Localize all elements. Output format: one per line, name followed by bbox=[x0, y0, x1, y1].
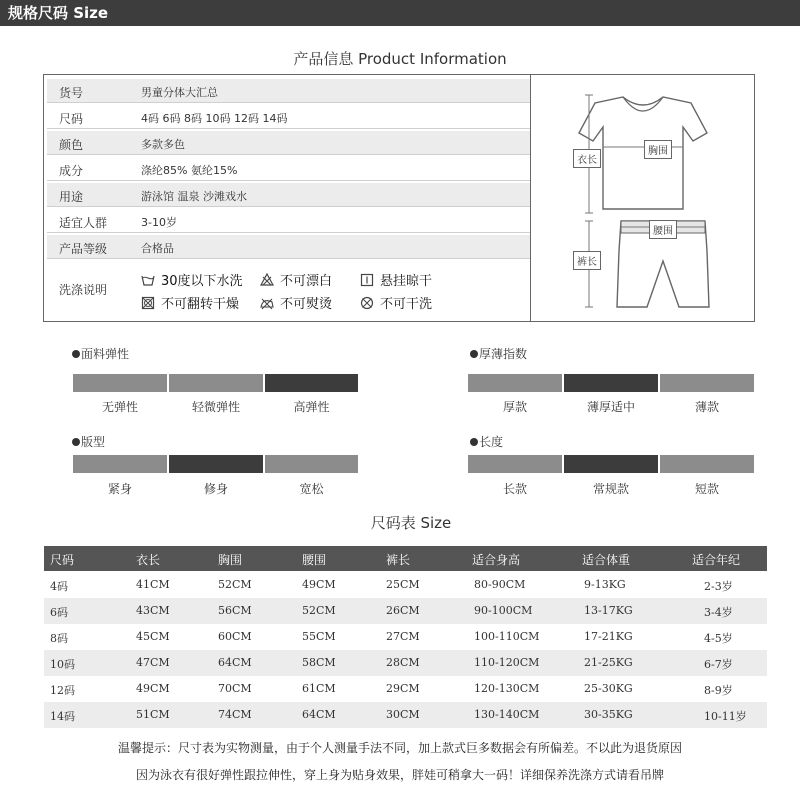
table-cell: 49CM bbox=[302, 578, 336, 591]
scale-segment bbox=[468, 455, 562, 473]
table-cell: 28CM bbox=[386, 656, 420, 669]
wash-item: 不可熨烫 bbox=[260, 293, 332, 312]
scale-option: 紧身 bbox=[107, 482, 132, 496]
table-cell: 2-3岁 bbox=[704, 580, 733, 593]
column-header: 适合身高 bbox=[472, 553, 521, 567]
no-bleach-icon bbox=[260, 273, 274, 287]
info-row bbox=[47, 235, 530, 259]
scale-option: 长款 bbox=[502, 482, 527, 496]
garment-measure-figure bbox=[531, 75, 754, 321]
table-cell: 55CM bbox=[302, 630, 336, 643]
scale-option: 短款 bbox=[694, 482, 719, 496]
column-header: 尺码 bbox=[50, 553, 75, 567]
info-row bbox=[47, 131, 530, 155]
chest-tag: 胸围 bbox=[644, 140, 672, 159]
no-dry-clean-icon bbox=[360, 296, 374, 310]
scale-segment bbox=[660, 374, 754, 392]
table-cell: 58CM bbox=[302, 656, 336, 669]
scale-title: 厚薄指数 bbox=[470, 345, 527, 362]
scale-segment bbox=[265, 455, 358, 473]
column-header: 适合年纪 bbox=[692, 553, 741, 567]
table-cell: 64CM bbox=[302, 708, 336, 721]
scale-option: 轻微弹性 bbox=[191, 400, 240, 414]
table-cell: 9-13KG bbox=[584, 578, 626, 591]
scale-option: 修身 bbox=[203, 482, 228, 496]
scale-option: 高弹性 bbox=[293, 400, 330, 414]
scale-option: 厚款 bbox=[502, 400, 527, 414]
table-cell: 30-35KG bbox=[584, 708, 633, 721]
table-cell: 6码 bbox=[50, 606, 68, 619]
table-row bbox=[44, 624, 767, 650]
no-iron-icon bbox=[260, 296, 274, 310]
table-cell: 49CM bbox=[136, 682, 170, 695]
info-label: 成分 bbox=[59, 164, 84, 178]
top-length-tag: 衣长 bbox=[573, 149, 601, 168]
info-label: 颜色 bbox=[59, 138, 84, 152]
table-cell: 52CM bbox=[218, 578, 252, 591]
table-cell: 30CM bbox=[386, 708, 420, 721]
table-cell: 90-100CM bbox=[474, 604, 533, 617]
info-label: 货号 bbox=[59, 86, 84, 100]
table-cell: 110-120CM bbox=[474, 656, 540, 669]
column-header: 腰围 bbox=[302, 553, 327, 567]
info-value: 涤纶85% 氨纶15% bbox=[141, 164, 238, 177]
info-value: 多款多色 bbox=[141, 138, 185, 151]
table-cell: 45CM bbox=[136, 630, 170, 643]
table-cell: 74CM bbox=[218, 708, 252, 721]
info-label: 适宜人群 bbox=[59, 216, 108, 230]
scale-segment bbox=[169, 374, 263, 392]
table-cell: 4-5岁 bbox=[704, 632, 733, 645]
scale-segment-selected bbox=[564, 374, 658, 392]
hang-dry-icon bbox=[360, 273, 374, 287]
info-label: 洗涤说明 bbox=[59, 283, 108, 297]
table-cell: 21-25KG bbox=[584, 656, 633, 669]
table-cell: 8码 bbox=[50, 632, 68, 645]
table-cell: 10-11岁 bbox=[704, 710, 747, 723]
table-cell: 43CM bbox=[136, 604, 170, 617]
info-value: 男童分体大汇总 bbox=[141, 86, 218, 99]
table-cell: 80-90CM bbox=[474, 578, 526, 591]
waist-tag: 腰围 bbox=[649, 220, 677, 239]
wash-30-icon bbox=[141, 273, 155, 287]
table-cell: 17-21KG bbox=[584, 630, 633, 643]
table-cell: 120-130CM bbox=[474, 682, 540, 695]
info-value: 4码 6码 8码 10码 12码 14码 bbox=[141, 112, 288, 125]
wash-item: 不可翻转干燥 bbox=[141, 293, 239, 312]
scale-segment-selected bbox=[265, 374, 358, 392]
table-cell: 25CM bbox=[386, 578, 420, 591]
info-label: 产品等级 bbox=[59, 242, 108, 256]
scale-title: 版型 bbox=[72, 433, 105, 450]
table-row bbox=[44, 676, 767, 702]
info-value: 游泳馆 温泉 沙滩戏水 bbox=[141, 190, 247, 203]
table-cell: 8-9岁 bbox=[704, 684, 733, 697]
info-label: 尺码 bbox=[59, 112, 84, 126]
scale-option: 宽松 bbox=[299, 482, 324, 496]
info-row bbox=[47, 183, 530, 207]
info-row bbox=[47, 157, 530, 181]
scale-option: 薄款 bbox=[694, 400, 719, 414]
size-table-header bbox=[44, 546, 767, 571]
wash-item: 不可漂白 bbox=[260, 270, 332, 289]
table-cell: 6-7岁 bbox=[704, 658, 733, 671]
column-header: 裤长 bbox=[386, 553, 411, 567]
table-cell: 51CM bbox=[136, 708, 170, 721]
scale-option: 薄厚适中 bbox=[586, 400, 635, 414]
scale-segment-selected bbox=[169, 455, 263, 473]
product-info-title: 产品信息 Product Information bbox=[293, 50, 507, 68]
scale-segment bbox=[660, 455, 754, 473]
info-label: 用途 bbox=[59, 190, 84, 204]
scale-option: 无弹性 bbox=[101, 400, 138, 414]
column-header: 胸围 bbox=[218, 553, 243, 567]
table-cell: 64CM bbox=[218, 656, 252, 669]
product-info-table bbox=[43, 74, 755, 322]
scale-title: 长度 bbox=[470, 433, 503, 450]
wash-item: 悬挂晾干 bbox=[360, 270, 432, 289]
table-cell: 130-140CM bbox=[474, 708, 540, 721]
pants-length-tag: 裤长 bbox=[573, 251, 601, 270]
table-cell: 27CM bbox=[386, 630, 420, 643]
scale-segment bbox=[73, 455, 167, 473]
table-cell: 56CM bbox=[218, 604, 252, 617]
table-row bbox=[44, 650, 767, 676]
section-header bbox=[0, 0, 800, 26]
table-cell: 61CM bbox=[302, 682, 336, 695]
scale-title: 面料弹性 bbox=[72, 345, 129, 362]
note-line: 因为泳衣有很好弹性跟拉伸性，穿上身为贴身效果，胖娃可稍拿大一码！详细保养洗涤方式请看吊牌 bbox=[135, 768, 664, 782]
info-value: 合格品 bbox=[141, 242, 174, 255]
table-cell: 70CM bbox=[218, 682, 252, 695]
scale-option: 常规款 bbox=[592, 482, 629, 496]
table-row bbox=[44, 702, 767, 728]
table-cell: 47CM bbox=[136, 656, 170, 669]
table-cell: 25-30KG bbox=[584, 682, 633, 695]
table-cell: 41CM bbox=[136, 578, 170, 591]
info-row bbox=[47, 209, 530, 233]
no-tumble-dry-icon bbox=[141, 296, 155, 310]
scale-segment-selected bbox=[564, 455, 658, 473]
scale-segment bbox=[468, 374, 562, 392]
table-cell: 60CM bbox=[218, 630, 252, 643]
note-line: 温馨提示：尺寸表为实物测量，由于个人测量手法不同，加上款式巨多数据会有所偏差。不以此为退货原因 bbox=[117, 741, 682, 755]
column-header: 衣长 bbox=[136, 553, 161, 567]
table-cell: 52CM bbox=[302, 604, 336, 617]
table-cell: 13-17KG bbox=[584, 604, 633, 617]
table-cell: 29CM bbox=[386, 682, 420, 695]
info-value: 3-10岁 bbox=[141, 216, 177, 229]
table-cell: 10码 bbox=[50, 658, 75, 671]
table-cell: 100-110CM bbox=[474, 630, 540, 643]
info-row bbox=[47, 105, 530, 129]
table-cell: 26CM bbox=[386, 604, 420, 617]
scale-segment bbox=[73, 374, 167, 392]
info-row bbox=[47, 79, 530, 103]
table-cell: 14码 bbox=[50, 710, 75, 723]
wash-item: 30度以下水洗 bbox=[141, 270, 243, 289]
table-row bbox=[44, 598, 767, 624]
table-cell: 12码 bbox=[50, 684, 75, 697]
size-table-title: 尺码表 Size bbox=[370, 514, 452, 532]
table-cell: 4码 bbox=[50, 580, 68, 593]
wash-item: 不可干洗 bbox=[360, 293, 432, 312]
section-title: 规格尺码 Size bbox=[8, 4, 109, 22]
info-row-wash bbox=[47, 261, 530, 317]
table-cell: 3-4岁 bbox=[704, 606, 733, 619]
column-header: 适合体重 bbox=[582, 553, 631, 567]
table-row bbox=[44, 572, 767, 598]
